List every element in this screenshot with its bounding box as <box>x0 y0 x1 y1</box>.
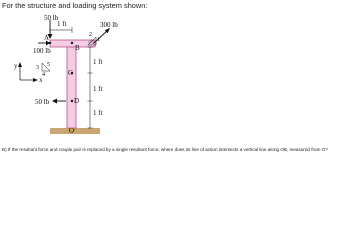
axis-label-y: y <box>14 62 18 70</box>
load-label-left: 100 lb <box>33 47 51 55</box>
point-label-c: C <box>68 69 73 77</box>
axis-label-x: x <box>39 76 43 84</box>
force-arrowhead-50lb-d <box>52 99 57 104</box>
dim-label-top-span: 1 ft <box>57 20 67 28</box>
slope-label-right-rise: 2 <box>89 32 92 38</box>
load-label-top-right: 300 lb <box>100 21 118 29</box>
vertical-post <box>67 47 76 128</box>
dim-label-do: 1 ft <box>93 109 103 117</box>
point-d-marker <box>71 100 73 102</box>
slope-label-left-rise: 3 <box>36 65 39 71</box>
point-label-a: A <box>44 34 50 42</box>
x-axis-arrowhead <box>33 78 38 82</box>
dim-label-bc: 1 ft <box>93 58 103 66</box>
point-b-marker <box>71 42 73 44</box>
y-axis-arrowhead <box>18 62 22 67</box>
point-label-o: O <box>69 127 75 135</box>
slope-label-left-hyp: 5 <box>47 62 50 68</box>
slope-label-right-hyp: √5 <box>88 40 95 46</box>
problem-prompt: For the structure and loading system shown: <box>2 1 148 10</box>
point-label-b: B <box>75 44 80 52</box>
load-label-lower-left: 50 lb <box>35 98 50 106</box>
question-text: B) If the resultant force and couple pair is replaced by a single resultant force, where does its line of action intersects a vertical line along OB, measured from O? <box>2 147 328 152</box>
slope-label-left-run: 4 <box>42 72 45 78</box>
dim-label-cd: 1 ft <box>93 85 103 93</box>
load-label-top-left: 50 lb <box>44 14 59 22</box>
slope-label-right-run: 1 <box>97 37 100 43</box>
point-label-d: D <box>74 97 80 105</box>
